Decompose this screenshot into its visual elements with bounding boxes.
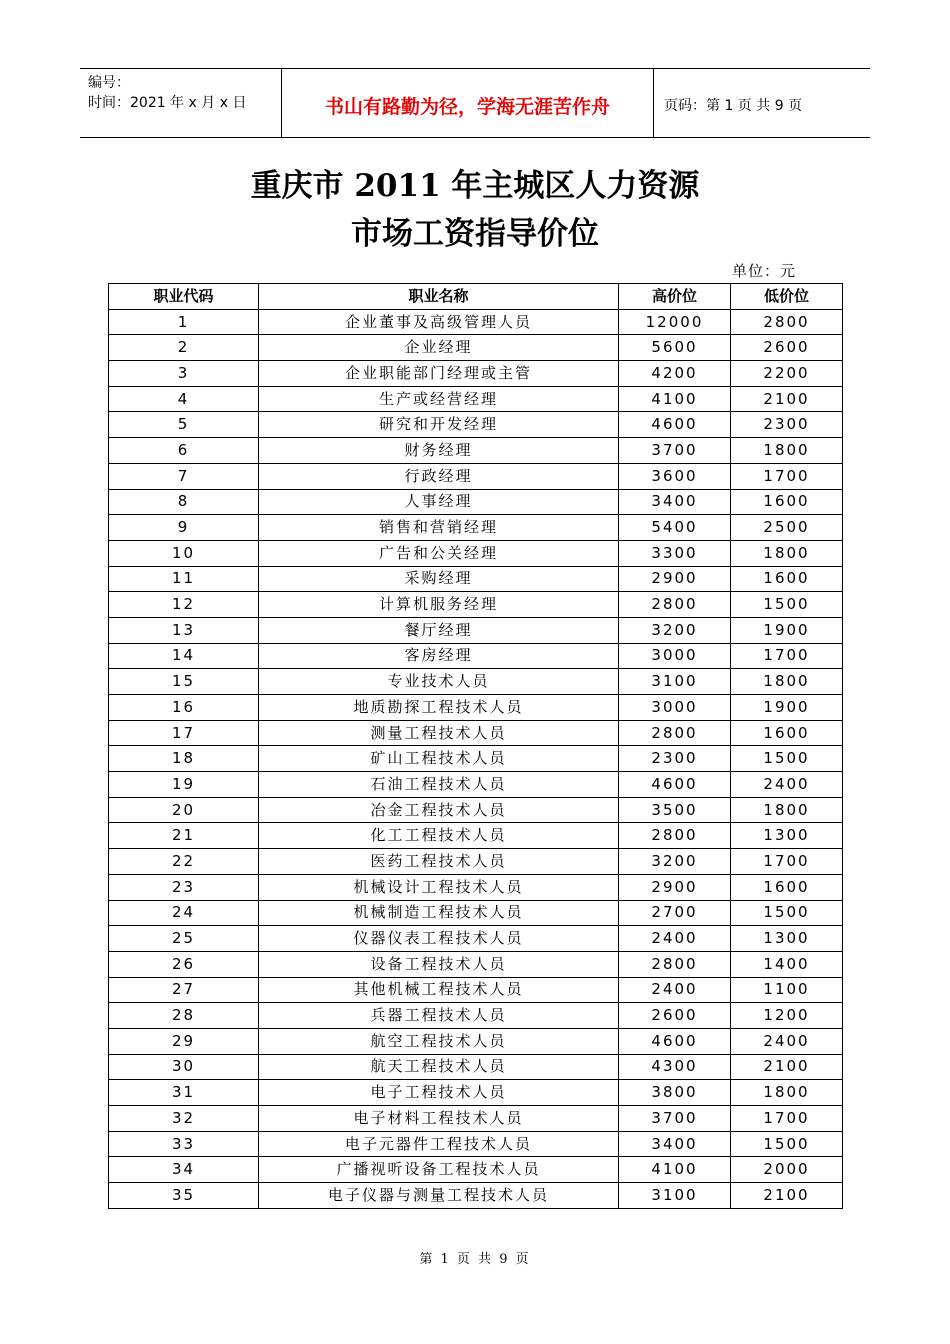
cell-occupation: 电子仪器与测量工程技术人员 bbox=[259, 1183, 619, 1209]
cell-high-price: 3800 bbox=[619, 1080, 731, 1106]
table-row bbox=[109, 926, 843, 952]
table-row bbox=[109, 772, 843, 798]
cell-low-price: 1300 bbox=[731, 926, 843, 952]
cell-code: 8 bbox=[109, 489, 259, 515]
table-row bbox=[109, 1003, 843, 1029]
table-row bbox=[109, 643, 843, 669]
table-row bbox=[109, 746, 843, 772]
cell-code: 9 bbox=[109, 515, 259, 541]
cell-occupation: 电子工程技术人员 bbox=[259, 1080, 619, 1106]
cell-high-price: 3000 bbox=[619, 643, 731, 669]
number-label: 编号： bbox=[88, 75, 130, 91]
cell-code: 24 bbox=[109, 900, 259, 926]
cell-code: 28 bbox=[109, 1003, 259, 1029]
column-header-high: 高价位 bbox=[619, 284, 731, 310]
cell-high-price: 3100 bbox=[619, 1183, 731, 1209]
cell-code: 10 bbox=[109, 540, 259, 566]
cell-low-price: 2400 bbox=[731, 772, 843, 798]
cell-occupation: 企业董事及高级管理人员 bbox=[259, 309, 619, 335]
cell-high-price: 4600 bbox=[619, 772, 731, 798]
cell-occupation: 人事经理 bbox=[259, 489, 619, 515]
time-label: 时间：2021 年 x 月 x 日 bbox=[88, 95, 247, 111]
cell-low-price: 1600 bbox=[731, 489, 843, 515]
table-row bbox=[109, 951, 843, 977]
cell-code: 2 bbox=[109, 335, 259, 361]
cell-high-price: 2600 bbox=[619, 1003, 731, 1029]
cell-low-price: 1700 bbox=[731, 1106, 843, 1132]
cell-high-price: 12000 bbox=[619, 309, 731, 335]
cell-code: 6 bbox=[109, 438, 259, 464]
cell-code: 35 bbox=[109, 1183, 259, 1209]
cell-low-price: 2300 bbox=[731, 412, 843, 438]
cell-low-price: 1700 bbox=[731, 849, 843, 875]
cell-code: 15 bbox=[109, 669, 259, 695]
cell-occupation: 研究和开发经理 bbox=[259, 412, 619, 438]
cell-occupation: 冶金工程技术人员 bbox=[259, 797, 619, 823]
cell-low-price: 1500 bbox=[731, 592, 843, 618]
cell-low-price: 2200 bbox=[731, 361, 843, 387]
cell-occupation: 其他机械工程技术人员 bbox=[259, 977, 619, 1003]
cell-code: 1 bbox=[109, 309, 259, 335]
cell-code: 14 bbox=[109, 643, 259, 669]
cell-high-price: 4600 bbox=[619, 412, 731, 438]
cell-low-price: 1400 bbox=[731, 951, 843, 977]
table-row bbox=[109, 720, 843, 746]
table-row bbox=[109, 566, 843, 592]
cell-occupation: 兵器工程技术人员 bbox=[259, 1003, 619, 1029]
cell-high-price: 4100 bbox=[619, 386, 731, 412]
cell-high-price: 5600 bbox=[619, 335, 731, 361]
table-row bbox=[109, 515, 843, 541]
cell-high-price: 3200 bbox=[619, 617, 731, 643]
table-row bbox=[109, 874, 843, 900]
document-header bbox=[80, 68, 870, 138]
cell-code: 3 bbox=[109, 361, 259, 387]
cell-occupation: 专业技术人员 bbox=[259, 669, 619, 695]
unit-label: 单位：元 bbox=[732, 262, 797, 280]
cell-low-price: 2100 bbox=[731, 386, 843, 412]
cell-code: 7 bbox=[109, 463, 259, 489]
table-row bbox=[109, 489, 843, 515]
cell-code: 20 bbox=[109, 797, 259, 823]
cell-high-price: 3400 bbox=[619, 1131, 731, 1157]
title-line-2: 市场工资指导价位 bbox=[351, 216, 599, 252]
cell-code: 13 bbox=[109, 617, 259, 643]
table-row bbox=[109, 412, 843, 438]
cell-occupation: 机械制造工程技术人员 bbox=[259, 900, 619, 926]
table-row bbox=[109, 1080, 843, 1106]
table-row bbox=[109, 797, 843, 823]
cell-low-price: 1700 bbox=[731, 463, 843, 489]
cell-occupation: 广播视听设备工程技术人员 bbox=[259, 1157, 619, 1183]
cell-high-price: 3700 bbox=[619, 438, 731, 464]
cell-occupation: 化工工程技术人员 bbox=[259, 823, 619, 849]
table-row bbox=[109, 540, 843, 566]
cell-occupation: 计算机服务经理 bbox=[259, 592, 619, 618]
table-row bbox=[109, 463, 843, 489]
cell-low-price: 2100 bbox=[731, 1054, 843, 1080]
cell-high-price: 3200 bbox=[619, 849, 731, 875]
cell-occupation: 行政经理 bbox=[259, 463, 619, 489]
cell-code: 26 bbox=[109, 951, 259, 977]
cell-code: 21 bbox=[109, 823, 259, 849]
cell-code: 17 bbox=[109, 720, 259, 746]
cell-occupation: 设备工程技术人员 bbox=[259, 951, 619, 977]
table-row bbox=[109, 1183, 843, 1209]
cell-occupation: 医药工程技术人员 bbox=[259, 849, 619, 875]
cell-occupation: 企业职能部门经理或主管 bbox=[259, 361, 619, 387]
cell-code: 11 bbox=[109, 566, 259, 592]
cell-low-price: 2000 bbox=[731, 1157, 843, 1183]
cell-high-price: 2800 bbox=[619, 823, 731, 849]
cell-code: 19 bbox=[109, 772, 259, 798]
page-info: 页码：第 1 页 共 9 页 bbox=[664, 98, 803, 114]
cell-high-price: 2900 bbox=[619, 874, 731, 900]
table-row bbox=[109, 1157, 843, 1183]
cell-high-price: 3600 bbox=[619, 463, 731, 489]
cell-code: 29 bbox=[109, 1028, 259, 1054]
cell-low-price: 2400 bbox=[731, 1028, 843, 1054]
cell-high-price: 2800 bbox=[619, 720, 731, 746]
cell-occupation: 餐厅经理 bbox=[259, 617, 619, 643]
cell-high-price: 3100 bbox=[619, 669, 731, 695]
cell-low-price: 1800 bbox=[731, 1080, 843, 1106]
cell-low-price: 1600 bbox=[731, 874, 843, 900]
cell-code: 30 bbox=[109, 1054, 259, 1080]
cell-occupation: 航空工程技术人员 bbox=[259, 1028, 619, 1054]
cell-high-price: 4100 bbox=[619, 1157, 731, 1183]
table-row bbox=[109, 849, 843, 875]
cell-low-price: 1800 bbox=[731, 540, 843, 566]
table-row bbox=[109, 1131, 843, 1157]
cell-low-price: 1500 bbox=[731, 746, 843, 772]
cell-high-price: 4200 bbox=[619, 361, 731, 387]
cell-code: 23 bbox=[109, 874, 259, 900]
table-row bbox=[109, 386, 843, 412]
cell-low-price: 1500 bbox=[731, 1131, 843, 1157]
column-header-name: 职业名称 bbox=[259, 284, 619, 310]
cell-code: 18 bbox=[109, 746, 259, 772]
title-line-1: 重庆市 2011 年主城区人力资源 bbox=[250, 168, 700, 204]
cell-low-price: 1600 bbox=[731, 566, 843, 592]
table-row bbox=[109, 823, 843, 849]
cell-low-price: 1200 bbox=[731, 1003, 843, 1029]
cell-code: 31 bbox=[109, 1080, 259, 1106]
cell-code: 5 bbox=[109, 412, 259, 438]
cell-code: 34 bbox=[109, 1157, 259, 1183]
cell-code: 32 bbox=[109, 1106, 259, 1132]
table-row bbox=[109, 977, 843, 1003]
header-meta bbox=[80, 69, 282, 137]
table-row bbox=[109, 361, 843, 387]
table-row bbox=[109, 617, 843, 643]
cell-high-price: 3400 bbox=[619, 489, 731, 515]
table-row bbox=[109, 669, 843, 695]
page-footer: 第 1 页 共 9 页 bbox=[419, 1252, 531, 1267]
cell-low-price: 2500 bbox=[731, 515, 843, 541]
cell-code: 27 bbox=[109, 977, 259, 1003]
cell-occupation: 矿山工程技术人员 bbox=[259, 746, 619, 772]
cell-low-price: 1100 bbox=[731, 977, 843, 1003]
cell-low-price: 1700 bbox=[731, 643, 843, 669]
cell-occupation: 仪器仪表工程技术人员 bbox=[259, 926, 619, 952]
cell-low-price: 1300 bbox=[731, 823, 843, 849]
cell-high-price: 4600 bbox=[619, 1028, 731, 1054]
cell-high-price: 5400 bbox=[619, 515, 731, 541]
cell-low-price: 2800 bbox=[731, 309, 843, 335]
cell-occupation: 销售和营销经理 bbox=[259, 515, 619, 541]
cell-high-price: 2800 bbox=[619, 592, 731, 618]
cell-occupation: 航天工程技术人员 bbox=[259, 1054, 619, 1080]
cell-occupation: 机械设计工程技术人员 bbox=[259, 874, 619, 900]
table-row bbox=[109, 1054, 843, 1080]
cell-low-price: 1800 bbox=[731, 669, 843, 695]
cell-code: 12 bbox=[109, 592, 259, 618]
cell-occupation: 石油工程技术人员 bbox=[259, 772, 619, 798]
column-header-low: 低价位 bbox=[731, 284, 843, 310]
table-row bbox=[109, 438, 843, 464]
cell-high-price: 2900 bbox=[619, 566, 731, 592]
table-row bbox=[109, 309, 843, 335]
cell-low-price: 1800 bbox=[731, 438, 843, 464]
table-row bbox=[109, 900, 843, 926]
cell-high-price: 2400 bbox=[619, 926, 731, 952]
table-row bbox=[109, 1106, 843, 1132]
table-header-row bbox=[109, 284, 843, 310]
table-body bbox=[109, 309, 843, 1208]
cell-code: 16 bbox=[109, 695, 259, 721]
cell-occupation: 采购经理 bbox=[259, 566, 619, 592]
cell-low-price: 1800 bbox=[731, 797, 843, 823]
cell-high-price: 2300 bbox=[619, 746, 731, 772]
cell-occupation: 财务经理 bbox=[259, 438, 619, 464]
cell-code: 33 bbox=[109, 1131, 259, 1157]
table-row bbox=[109, 335, 843, 361]
cell-low-price: 1600 bbox=[731, 720, 843, 746]
cell-high-price: 3700 bbox=[619, 1106, 731, 1132]
table-row bbox=[109, 695, 843, 721]
cell-occupation: 电子元器件工程技术人员 bbox=[259, 1131, 619, 1157]
wage-table bbox=[108, 283, 843, 1209]
cell-low-price: 2100 bbox=[731, 1183, 843, 1209]
cell-occupation: 客房经理 bbox=[259, 643, 619, 669]
cell-low-price: 1900 bbox=[731, 695, 843, 721]
cell-occupation: 广告和公关经理 bbox=[259, 540, 619, 566]
cell-high-price: 2700 bbox=[619, 900, 731, 926]
cell-code: 22 bbox=[109, 849, 259, 875]
cell-occupation: 地质勘探工程技术人员 bbox=[259, 695, 619, 721]
cell-high-price: 3000 bbox=[619, 695, 731, 721]
column-header-code: 职业代码 bbox=[109, 284, 259, 310]
cell-occupation: 电子材料工程技术人员 bbox=[259, 1106, 619, 1132]
cell-high-price: 2400 bbox=[619, 977, 731, 1003]
cell-high-price: 2800 bbox=[619, 951, 731, 977]
cell-high-price: 4300 bbox=[619, 1054, 731, 1080]
cell-occupation: 测量工程技术人员 bbox=[259, 720, 619, 746]
table-row bbox=[109, 1028, 843, 1054]
motto: 书山有路勤为径，学海无涯苦作舟 bbox=[282, 69, 654, 137]
cell-low-price: 2600 bbox=[731, 335, 843, 361]
table-row bbox=[109, 592, 843, 618]
cell-high-price: 3500 bbox=[619, 797, 731, 823]
cell-high-price: 3300 bbox=[619, 540, 731, 566]
cell-low-price: 1900 bbox=[731, 617, 843, 643]
cell-code: 4 bbox=[109, 386, 259, 412]
cell-code: 25 bbox=[109, 926, 259, 952]
cell-occupation: 企业经理 bbox=[259, 335, 619, 361]
cell-occupation: 生产或经营经理 bbox=[259, 386, 619, 412]
cell-low-price: 1500 bbox=[731, 900, 843, 926]
